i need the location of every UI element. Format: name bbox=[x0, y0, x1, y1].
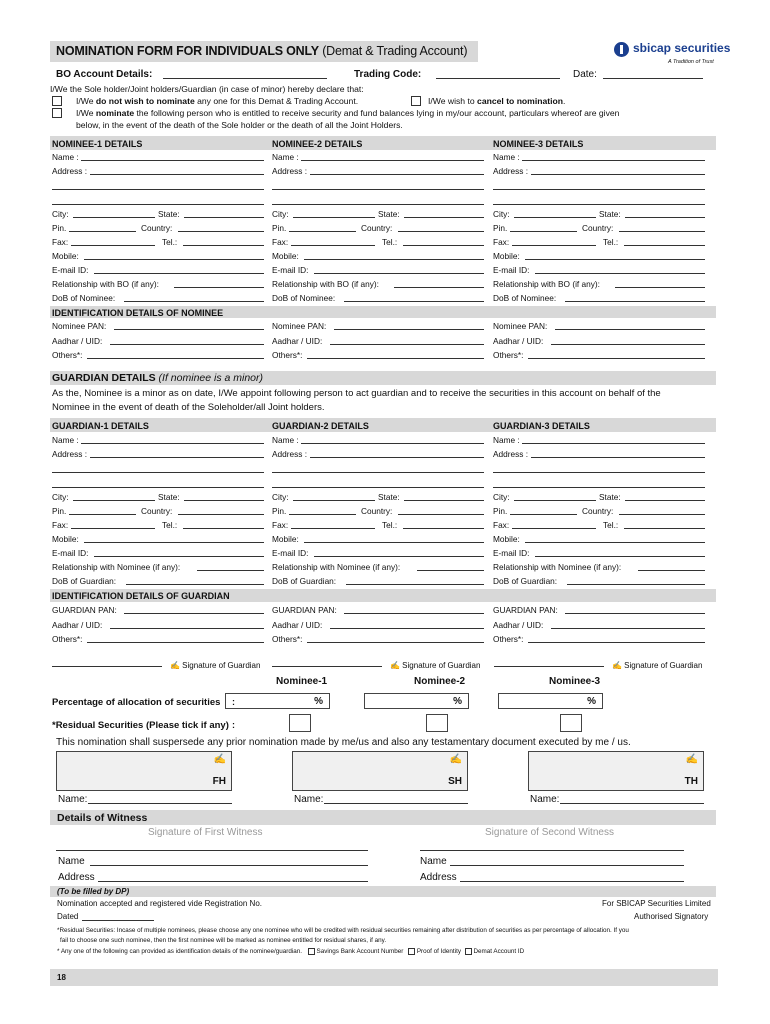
guardian-3-pin-field[interactable] bbox=[510, 514, 577, 515]
guardian-cols-band bbox=[50, 418, 716, 432]
first-witness-signature-label: Signature of First Witness bbox=[148, 827, 263, 838]
guardian-3-signature-line[interactable] bbox=[494, 666, 604, 667]
guardian-2-state-label: State: bbox=[378, 492, 400, 502]
pen-icon: ✍ bbox=[449, 754, 462, 765]
nominee-1-name-field[interactable] bbox=[81, 160, 264, 161]
nominee-1-mobile-label: Mobile: bbox=[52, 251, 79, 261]
dp-dated-field[interactable] bbox=[82, 920, 154, 921]
nominee-1-country-field[interactable] bbox=[178, 231, 264, 232]
nominee-id-2-others-label: Others*: bbox=[272, 350, 303, 360]
guardian-1-country-label: Country: bbox=[141, 506, 173, 516]
nominee-id-1-others-field[interactable] bbox=[87, 358, 264, 359]
nominee-2-pin-field[interactable] bbox=[289, 231, 356, 232]
nominee-1-relationship-field[interactable] bbox=[174, 287, 264, 288]
savings-bank-checkbox[interactable] bbox=[308, 948, 315, 955]
nominee-2-state-label: State: bbox=[378, 209, 400, 219]
residual-note-1: *Residual Securities: Incase of multiple nominees, please choose any one nominee who will be credited with residual securities remaining after distribution of securities as per percentage of allocation. If you bbox=[57, 927, 629, 934]
nominee-id-3-aadhar-label: Aadhar / UID: bbox=[493, 336, 544, 346]
nominee-1-tel-field[interactable] bbox=[183, 245, 264, 246]
guardian-2-tel-field[interactable] bbox=[403, 528, 484, 529]
nominee-id-1-aadhar-label: Aadhar / UID: bbox=[52, 336, 103, 346]
nominee-1-address-line-3[interactable] bbox=[52, 204, 264, 205]
nominee-1-state-label: State: bbox=[158, 209, 180, 219]
nominee-2-dob-label: DoB of Nominee: bbox=[272, 293, 336, 303]
trading-code-field[interactable] bbox=[436, 78, 560, 79]
nominee-2-percent-field[interactable]: % bbox=[364, 693, 469, 709]
guardian-2-country-label: Country: bbox=[361, 506, 393, 516]
guardian-2-dob-label: DoB of Guardian: bbox=[272, 576, 337, 586]
nominee-1-mobile-field[interactable] bbox=[84, 259, 264, 260]
nominee-1-email-label: E-mail ID: bbox=[52, 265, 89, 275]
guardian-1-relationship-field[interactable] bbox=[197, 570, 264, 571]
bo-account-field[interactable] bbox=[163, 78, 327, 79]
nominee-1-city-label: City: bbox=[52, 209, 69, 219]
nominee-id-3-pan-field[interactable] bbox=[555, 329, 705, 330]
percent-colon: : bbox=[232, 697, 235, 707]
first-holder-name-label: Name: bbox=[58, 794, 88, 805]
dp-heading: (To be filled by DP) bbox=[57, 887, 130, 896]
date-label: Date: bbox=[573, 69, 597, 80]
guardian-1-name-label: Name : bbox=[52, 435, 79, 445]
nominee-3-city-field[interactable] bbox=[514, 217, 596, 218]
nominee-2-address-label: Address : bbox=[272, 166, 308, 176]
second-witness-signature-label: Signature of Second Witness bbox=[485, 827, 614, 838]
guardian-id-1-others-label: Others*: bbox=[52, 634, 83, 644]
guardian-2-fax-field[interactable] bbox=[291, 528, 375, 529]
guardian-3-mobile-label: Mobile: bbox=[493, 534, 520, 544]
nominee-id-1-pan-field[interactable] bbox=[114, 329, 264, 330]
guardian-3-address-field[interactable] bbox=[531, 457, 705, 458]
guardian-2-pin-label: Pin. bbox=[272, 506, 287, 516]
nominee-id-1-others-label: Others*: bbox=[52, 350, 83, 360]
nominee-2-country-label: Country: bbox=[361, 223, 393, 233]
nominee-id-heading: IDENTIFICATION DETAILS OF NOMINEE bbox=[52, 308, 224, 318]
third-holder-label: TH bbox=[684, 776, 698, 787]
guardian-3-country-label: Country: bbox=[582, 506, 614, 516]
guardian-2-country-field[interactable] bbox=[398, 514, 484, 515]
nominee-id-1-pan-label: Nominee PAN: bbox=[52, 321, 107, 331]
nominee-3-state-field[interactable] bbox=[625, 217, 705, 218]
nominee-2-state-field[interactable] bbox=[404, 217, 484, 218]
nominee-id-2-others-field[interactable] bbox=[307, 358, 484, 359]
nominate-checkbox[interactable] bbox=[52, 108, 62, 118]
nominee-1-address-field[interactable] bbox=[90, 174, 264, 175]
nominee-1-tel-label: Tel.: bbox=[162, 237, 178, 247]
pen-icon: ✍ bbox=[685, 754, 698, 765]
residual-nominee-3-checkbox[interactable] bbox=[560, 714, 582, 732]
cancel-nomination-text: I/We wish to cancel to nomination. bbox=[428, 96, 566, 106]
guardian-1-mobile-label: Mobile: bbox=[52, 534, 79, 544]
guardian-3-dob-label: DoB of Guardian: bbox=[493, 576, 558, 586]
nominee-3-heading: NOMINEE-3 DETAILS bbox=[493, 139, 584, 149]
form-title: NOMINATION FORM FOR INDIVIDUALS ONLY (Demat & Trading Account) bbox=[56, 44, 468, 58]
guardian-3-address-line-2[interactable] bbox=[493, 472, 705, 473]
alloc-nominee-1-label: Nominee-1 bbox=[276, 676, 328, 687]
percent-allocation-label: Percentage of allocation of securities bbox=[52, 697, 221, 708]
guardian-3-city-label: City: bbox=[493, 492, 510, 502]
residual-nominee-1-checkbox[interactable] bbox=[289, 714, 311, 732]
guardian-2-city-label: City: bbox=[272, 492, 289, 502]
guardian-1-address-line-2[interactable] bbox=[52, 472, 264, 473]
no-nomination-text: I/We do not wish to nominate any one for this Demat & Trading Account. bbox=[76, 96, 359, 106]
guardian-2-relationship-label: Relationship with Nominee (if any): bbox=[272, 562, 401, 572]
dp-authorised-signatory: Authorised Signatory bbox=[634, 912, 709, 921]
guardian-2-name-field[interactable] bbox=[301, 443, 484, 444]
nominee-3-tel-label: Tel.: bbox=[603, 237, 619, 247]
first-witness-signature-line[interactable] bbox=[56, 850, 368, 851]
guardian-3-pin-label: Pin. bbox=[493, 506, 508, 516]
guardian-1-address-label: Address : bbox=[52, 449, 88, 459]
guardian-1-dob-label: DoB of Guardian: bbox=[52, 576, 117, 586]
guardian-id-3-others-field[interactable] bbox=[528, 642, 705, 643]
guardian-1-pin-label: Pin. bbox=[52, 506, 67, 516]
nominee-1-fax-field[interactable] bbox=[71, 245, 155, 246]
no-nomination-checkbox[interactable] bbox=[52, 96, 62, 106]
guardian-heading: GUARDIAN DETAILS (If nominee is a minor) bbox=[52, 372, 264, 384]
nominee-1-address-label: Address : bbox=[52, 166, 88, 176]
nominee-id-3-pan-label: Nominee PAN: bbox=[493, 321, 548, 331]
dp-dated-label: Dated bbox=[57, 912, 79, 921]
footer-band bbox=[50, 969, 718, 986]
guardian-2-address-label: Address : bbox=[272, 449, 308, 459]
nominee-2-address-line-2[interactable] bbox=[272, 189, 484, 190]
nominee-3-tel-field[interactable] bbox=[624, 245, 705, 246]
guardian-1-state-label: State: bbox=[158, 492, 180, 502]
nominee-2-tel-label: Tel.: bbox=[382, 237, 398, 247]
guardian-1-relationship-label: Relationship with Nominee (if any): bbox=[52, 562, 181, 572]
nominee-1-address-line-2[interactable] bbox=[52, 189, 264, 190]
second-witness-address-label: Address bbox=[420, 872, 457, 883]
nominee-3-dob-field[interactable] bbox=[565, 301, 705, 302]
nominee-2-fax-field[interactable] bbox=[291, 245, 375, 246]
guardian-id-3-aadhar-field[interactable] bbox=[551, 628, 705, 629]
guardian-1-fax-label: Fax: bbox=[52, 520, 69, 530]
guardian-3-address-line-3[interactable] bbox=[493, 487, 705, 488]
nominee-id-2-aadhar-label: Aadhar / UID: bbox=[272, 336, 323, 346]
guardian-1-signature-line[interactable] bbox=[52, 666, 162, 667]
guardian-3-relationship-label: Relationship with Nominee (if any): bbox=[493, 562, 622, 572]
nominee-2-dob-field[interactable] bbox=[344, 301, 484, 302]
logo-name: sbicap securities bbox=[633, 41, 731, 55]
nominee-id-2-pan-field[interactable] bbox=[334, 329, 484, 330]
nominee-1-pin-label: Pin. bbox=[52, 223, 67, 233]
nominee-1-fax-label: Fax: bbox=[52, 237, 69, 247]
alloc-nominee-3-label: Nominee-3 bbox=[549, 676, 601, 687]
nominee-3-city-label: City: bbox=[493, 209, 510, 219]
guardian-1-pin-field[interactable] bbox=[69, 514, 136, 515]
bo-account-label: BO Account Details: bbox=[56, 69, 153, 80]
guardian-id-3-aadhar-label: Aadhar / UID: bbox=[493, 620, 544, 630]
second-holder-name-field[interactable] bbox=[324, 803, 468, 804]
guardian-1-country-field[interactable] bbox=[178, 514, 264, 515]
guardian-id-2-others-field[interactable] bbox=[307, 642, 484, 643]
nominee-3-fax-field[interactable] bbox=[512, 245, 596, 246]
nominee-3-country-field[interactable] bbox=[619, 231, 705, 232]
nominee-2-address-line-3[interactable] bbox=[272, 204, 484, 205]
guardian-id-1-aadhar-label: Aadhar / UID: bbox=[52, 620, 103, 630]
nominee-1-city-field[interactable] bbox=[73, 217, 155, 218]
guardian-3-state-label: State: bbox=[599, 492, 621, 502]
guardian-text-1: As the, Nominee is a minor as on date, I/We appoint following person to act guardian and to receive the securities in this account on behalf of the bbox=[52, 388, 661, 399]
guardian-3-email-label: E-mail ID: bbox=[493, 548, 530, 558]
first-witness-address-label: Address bbox=[58, 872, 95, 883]
nominate-text: I/We nominate the following person who is entitled to receive security and fund balances lying in my/our account, particulars whereof are given bbox=[76, 108, 620, 118]
nominee-2-relationship-label: Relationship with BO (if any): bbox=[272, 279, 379, 289]
guardian-3-heading: GUARDIAN-3 DETAILS bbox=[493, 421, 590, 431]
guardian-1-name-field[interactable] bbox=[81, 443, 264, 444]
guardian-id-2-others-label: Others*: bbox=[272, 634, 303, 644]
second-witness-name-field[interactable] bbox=[450, 865, 684, 866]
third-holder-name-label: Name: bbox=[530, 794, 560, 805]
cancel-nomination-checkbox[interactable] bbox=[411, 96, 421, 106]
first-witness-name-label: Name bbox=[58, 856, 85, 867]
date-field[interactable] bbox=[603, 78, 703, 79]
nominee-2-relationship-field[interactable] bbox=[394, 287, 484, 288]
nominee-2-email-label: E-mail ID: bbox=[272, 265, 309, 275]
dp-band bbox=[50, 886, 716, 897]
nominee-2-pin-label: Pin. bbox=[272, 223, 287, 233]
nominee-1-percent-field[interactable]: % bbox=[225, 693, 330, 709]
guardian-text-2: Nominee in the event of death of the Soleholder/all Joint holders. bbox=[52, 402, 325, 413]
guardian-2-tel-label: Tel.: bbox=[382, 520, 398, 530]
guardian-2-address-line-3[interactable] bbox=[272, 487, 484, 488]
guardian-id-2-pan-field[interactable] bbox=[344, 613, 484, 614]
guardian-1-address-line-3[interactable] bbox=[52, 487, 264, 488]
guardian-3-email-field[interactable] bbox=[535, 556, 705, 557]
nominee-3-address-label: Address : bbox=[493, 166, 529, 176]
third-holder-signature-box[interactable] bbox=[528, 751, 704, 791]
guardian-3-address-label: Address : bbox=[493, 449, 529, 459]
guardian-3-state-field[interactable] bbox=[625, 500, 705, 501]
dp-accepted-text: Nomination accepted and registered vide Registration No. bbox=[57, 899, 263, 908]
nominee-3-dob-label: DoB of Nominee: bbox=[493, 293, 557, 303]
nominee-2-name-label: Name : bbox=[272, 152, 299, 162]
nominee-id-1-aadhar-field[interactable] bbox=[110, 344, 264, 345]
nominee-id-2-pan-label: Nominee PAN: bbox=[272, 321, 327, 331]
guardian-3-mobile-field[interactable] bbox=[525, 542, 705, 543]
guardian-2-signature-label: ✍ Signature of Guardian bbox=[390, 661, 481, 670]
nominee-3-email-field[interactable] bbox=[535, 273, 705, 274]
second-holder-name-label: Name: bbox=[294, 794, 324, 805]
guardian-3-signature-label: ✍ Signature of Guardian bbox=[612, 661, 703, 670]
third-holder-name-field[interactable] bbox=[560, 803, 704, 804]
pen-icon: ✍ bbox=[213, 754, 226, 765]
alloc-nominee-2-label: Nominee-2 bbox=[414, 676, 466, 687]
nominee-3-address-line-3[interactable] bbox=[493, 204, 705, 205]
second-holder-label: SH bbox=[448, 776, 462, 787]
nominee-1-dob-field[interactable] bbox=[124, 301, 264, 302]
nominee-3-mobile-field[interactable] bbox=[525, 259, 705, 260]
guardian-3-name-field[interactable] bbox=[522, 443, 705, 444]
guardian-id-3-others-label: Others*: bbox=[493, 634, 524, 644]
nominee-2-country-field[interactable] bbox=[398, 231, 484, 232]
nominee-3-state-label: State: bbox=[599, 209, 621, 219]
guardian-2-address-line-2[interactable] bbox=[272, 472, 484, 473]
guardian-2-signature-line[interactable] bbox=[272, 666, 382, 667]
logo-icon bbox=[614, 42, 629, 57]
page-number: 18 bbox=[57, 973, 66, 982]
guardian-1-tel-label: Tel.: bbox=[162, 520, 178, 530]
demat-account-checkbox[interactable] bbox=[465, 948, 472, 955]
guardian-3-country-field[interactable] bbox=[619, 514, 705, 515]
guardian-1-tel-field[interactable] bbox=[183, 528, 264, 529]
nominee-3-address-field[interactable] bbox=[531, 174, 705, 175]
guardian-2-mobile-field[interactable] bbox=[304, 542, 484, 543]
guardian-2-heading: GUARDIAN-2 DETAILS bbox=[272, 421, 369, 431]
guardian-3-relationship-field[interactable] bbox=[638, 570, 705, 571]
first-witness-name-field[interactable] bbox=[90, 865, 368, 866]
nominee-2-tel-field[interactable] bbox=[403, 245, 484, 246]
nominee-1-dob-label: DoB of Nominee: bbox=[52, 293, 116, 303]
guardian-id-3-pan-label: GUARDIAN PAN: bbox=[493, 605, 558, 615]
guardian-1-city-label: City: bbox=[52, 492, 69, 502]
guardian-3-fax-field[interactable] bbox=[512, 528, 596, 529]
nominee-2-mobile-field[interactable] bbox=[304, 259, 484, 260]
nominee-3-percent-field[interactable]: % bbox=[498, 693, 603, 709]
nominate-text-line2: below, in the event of the death of the Sole holder or the death of all the Joint Holders. bbox=[76, 120, 403, 130]
second-witness-address-field[interactable] bbox=[460, 881, 684, 882]
guardian-2-dob-field[interactable] bbox=[346, 584, 484, 585]
witness-heading: Details of Witness bbox=[57, 812, 148, 824]
guardian-1-fax-field[interactable] bbox=[71, 528, 155, 529]
sbicap-logo bbox=[614, 40, 731, 70]
nominee-3-relationship-field[interactable] bbox=[615, 287, 705, 288]
nominee-1-country-label: Country: bbox=[141, 223, 173, 233]
dp-company: For SBICAP Securities Limited bbox=[602, 899, 711, 908]
first-holder-label: FH bbox=[212, 776, 226, 787]
nominee-1-relationship-label: Relationship with BO (if any): bbox=[52, 279, 159, 289]
guardian-2-fax-label: Fax: bbox=[272, 520, 289, 530]
first-holder-name-field[interactable] bbox=[88, 803, 232, 804]
guardian-3-city-field[interactable] bbox=[514, 500, 596, 501]
guardian-1-email-field[interactable] bbox=[94, 556, 264, 557]
nominee-2-email-field[interactable] bbox=[314, 273, 484, 274]
nominee-2-name-field[interactable] bbox=[301, 160, 484, 161]
guardian-1-address-field[interactable] bbox=[90, 457, 264, 458]
residual-note-2: fail to choose one such nominee, then the first nominee will be marked as nominee entitled for residual shares, if any. bbox=[60, 937, 387, 944]
nominee-2-fax-label: Fax: bbox=[272, 237, 289, 247]
nominee-3-email-label: E-mail ID: bbox=[493, 265, 530, 275]
guardian-3-fax-label: Fax: bbox=[493, 520, 510, 530]
guardian-id-heading: IDENTIFICATION DETAILS OF GUARDIAN bbox=[52, 591, 230, 601]
guardian-1-mobile-field[interactable] bbox=[84, 542, 264, 543]
guardian-1-dob-field[interactable] bbox=[126, 584, 264, 585]
declaration-intro: I/We the Sole holder/Joint holders/Guardian (in case of minor) hereby declare that: bbox=[50, 84, 364, 94]
first-holder-signature-box[interactable] bbox=[56, 751, 232, 791]
guardian-3-tel-field[interactable] bbox=[624, 528, 705, 529]
nominee-3-pin-label: Pin. bbox=[493, 223, 508, 233]
guardian-3-tel-label: Tel.: bbox=[603, 520, 619, 530]
guardian-2-relationship-field[interactable] bbox=[417, 570, 484, 571]
supersede-text: This nomination shall suspersede any prior nomination made by me/us and also any testamentary document executed by me / us. bbox=[56, 737, 631, 748]
residual-colon: : bbox=[232, 720, 235, 730]
guardian-id-2-pan-label: GUARDIAN PAN: bbox=[272, 605, 337, 615]
nominee-id-3-aadhar-field[interactable] bbox=[551, 344, 705, 345]
nominee-3-name-field[interactable] bbox=[522, 160, 705, 161]
nominee-3-mobile-label: Mobile: bbox=[493, 251, 520, 261]
nominee-1-heading: NOMINEE-1 DETAILS bbox=[52, 139, 143, 149]
guardian-2-email-field[interactable] bbox=[314, 556, 484, 557]
guardian-id-1-pan-label: GUARDIAN PAN: bbox=[52, 605, 117, 615]
nominee-2-mobile-label: Mobile: bbox=[272, 251, 299, 261]
nominee-2-address-field[interactable] bbox=[310, 174, 484, 175]
nominee-id-3-others-label: Others*: bbox=[493, 350, 524, 360]
guardian-1-city-field[interactable] bbox=[73, 500, 155, 501]
nominee-1-name-label: Name : bbox=[52, 152, 79, 162]
guardian-2-name-label: Name : bbox=[272, 435, 299, 445]
guardian-2-address-field[interactable] bbox=[310, 457, 484, 458]
nominee-1-state-field[interactable] bbox=[184, 217, 264, 218]
nominee-1-pin-field[interactable] bbox=[69, 231, 136, 232]
nominee-3-country-label: Country: bbox=[582, 223, 614, 233]
guardian-id-1-others-field[interactable] bbox=[87, 642, 264, 643]
nominee-id-3-others-field[interactable] bbox=[528, 358, 705, 359]
witness-band bbox=[50, 810, 716, 825]
guardian-1-email-label: E-mail ID: bbox=[52, 548, 89, 558]
nominee-3-pin-field[interactable] bbox=[510, 231, 577, 232]
guardian-3-dob-field[interactable] bbox=[567, 584, 705, 585]
guardian-id-2-aadhar-field[interactable] bbox=[330, 628, 484, 629]
guardian-3-name-label: Name : bbox=[493, 435, 520, 445]
second-witness-signature-line[interactable] bbox=[420, 850, 684, 851]
nominee-2-city-label: City: bbox=[272, 209, 289, 219]
nominee-1-email-field[interactable] bbox=[94, 273, 264, 274]
logo-tagline: A Tradition of Trust bbox=[668, 59, 714, 65]
nominee-3-relationship-label: Relationship with BO (if any): bbox=[493, 279, 600, 289]
guardian-id-1-aadhar-field[interactable] bbox=[110, 628, 264, 629]
trading-code-label: Trading Code: bbox=[354, 69, 422, 80]
second-witness-name-label: Name bbox=[420, 856, 447, 867]
nominee-header-band bbox=[50, 136, 716, 150]
first-witness-address-field[interactable] bbox=[98, 881, 368, 882]
residual-nominee-2-checkbox[interactable] bbox=[426, 714, 448, 732]
nominee-id-2-aadhar-field[interactable] bbox=[330, 344, 484, 345]
guardian-1-state-field[interactable] bbox=[184, 500, 264, 501]
nominee-3-address-line-2[interactable] bbox=[493, 189, 705, 190]
guardian-2-state-field[interactable] bbox=[404, 500, 484, 501]
second-holder-signature-box[interactable] bbox=[292, 751, 468, 791]
nominee-2-heading: NOMINEE-2 DETAILS bbox=[272, 139, 363, 149]
nominee-3-name-label: Name : bbox=[493, 152, 520, 162]
guardian-1-heading: GUARDIAN-1 DETAILS bbox=[52, 421, 149, 431]
id-note: * Any one of the following can provided as identification details of the nominee/guardian. Savings Bank Account Number Proof of Identity Demat Account ID bbox=[57, 948, 525, 956]
residual-label: *Residual Securities (Please tick if any) bbox=[52, 720, 229, 731]
guardian-id-1-pan-field[interactable] bbox=[124, 613, 264, 614]
guardian-2-mobile-label: Mobile: bbox=[272, 534, 299, 544]
guardian-2-pin-field[interactable] bbox=[289, 514, 356, 515]
guardian-id-3-pan-field[interactable] bbox=[565, 613, 705, 614]
guardian-id-2-aadhar-label: Aadhar / UID: bbox=[272, 620, 323, 630]
nominee-3-fax-label: Fax: bbox=[493, 237, 510, 247]
guardian-2-email-label: E-mail ID: bbox=[272, 548, 309, 558]
proof-of-identity-checkbox[interactable] bbox=[408, 948, 415, 955]
guardian-2-city-field[interactable] bbox=[293, 500, 375, 501]
guardian-1-signature-label: ✍ Signature of Guardian bbox=[170, 661, 261, 670]
nominee-2-city-field[interactable] bbox=[293, 217, 375, 218]
